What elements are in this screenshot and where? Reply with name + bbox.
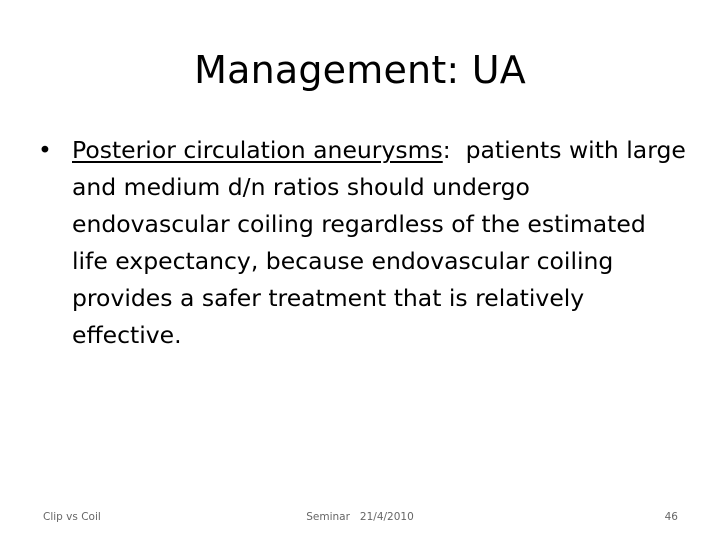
bullet-separator: : [442, 136, 466, 164]
slide-title: Management: UA [194, 48, 526, 92]
bullet-item [38, 132, 688, 354]
slide-page-number: 46 [664, 511, 678, 523]
footer-center-text: Seminar 21/4/2010 [306, 511, 414, 523]
bullet-marker: • [38, 136, 52, 164]
bullet-topic: Posterior circulation aneurysms [72, 136, 443, 164]
footer-left-text: Clip vs Coil [43, 511, 101, 523]
bullet-list [38, 132, 688, 354]
bullet-text: patients with large and medium d/n ratios should undergo endovascular coiling regardless of the estimated life expectancy, because endovascular coiling provides a safer treatment that is relatively effective. [72, 136, 686, 349]
